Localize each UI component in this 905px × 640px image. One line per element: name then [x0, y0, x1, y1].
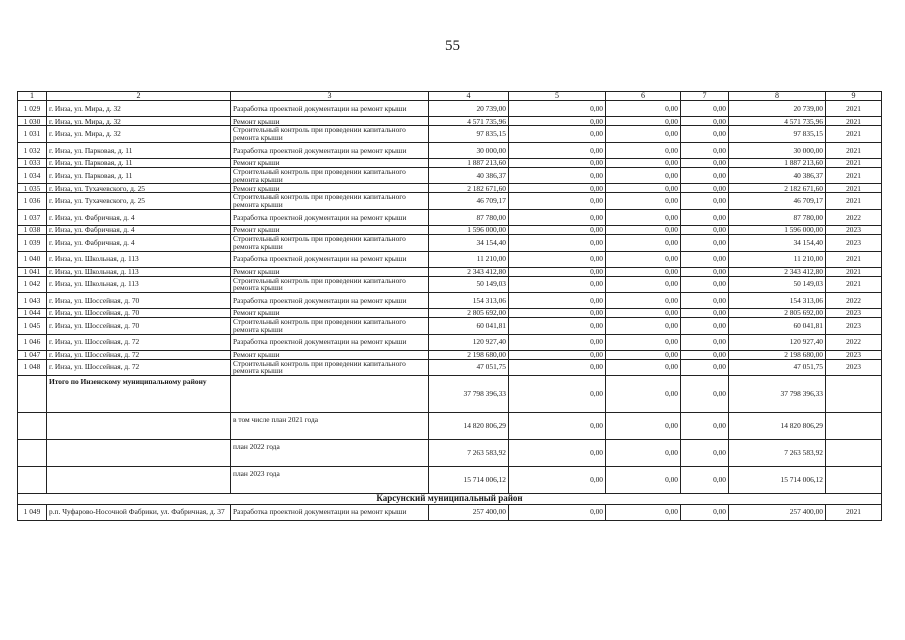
total-cost: 154 313,06	[429, 293, 509, 309]
plan-year: 2021	[826, 117, 882, 126]
total-cost: 34 154,40	[429, 234, 509, 251]
row-number: 1 042	[18, 276, 47, 293]
work-type: Ремонт крыши	[231, 117, 429, 126]
fund-cost: 0,00	[509, 318, 606, 335]
budget-cost: 0,00	[606, 467, 681, 494]
address: г. Инза, ул. Фабричная, д. 4	[47, 209, 231, 225]
column-header: 2	[47, 92, 231, 101]
row-number: 1 048	[18, 359, 47, 376]
owners-cost: 47 051,75	[729, 359, 826, 376]
owners-cost: 40 386,37	[729, 167, 826, 184]
fund-cost: 0,00	[509, 276, 606, 293]
table-row	[18, 251, 882, 267]
page-number: 55	[445, 38, 460, 54]
other-cost: 0,00	[681, 225, 729, 234]
work-type: Строительный контроль при проведении капитального ремонта крыши	[231, 234, 429, 251]
table-row	[18, 209, 882, 225]
budget-cost: 0,00	[606, 117, 681, 126]
owners-cost: 37 798 396,33	[729, 376, 826, 413]
total-cost: 15 714 006,12	[429, 467, 509, 494]
work-type: Строительный контроль при проведении капитального ремонта крыши	[231, 318, 429, 335]
empty-cell	[18, 413, 47, 440]
other-cost: 0,00	[681, 350, 729, 359]
table-row	[18, 318, 882, 335]
fund-cost: 0,00	[509, 184, 606, 193]
plan-year: 2021	[826, 167, 882, 184]
empty-cell	[826, 467, 882, 494]
work-type: Строительный контроль при проведении капитального ремонта крыши	[231, 193, 429, 210]
fund-cost: 0,00	[509, 209, 606, 225]
total-cost: 2 182 671,60	[429, 184, 509, 193]
table-row	[18, 193, 882, 210]
owners-cost: 4 571 735,96	[729, 117, 826, 126]
fund-cost: 0,00	[509, 101, 606, 117]
other-cost: 0,00	[681, 142, 729, 158]
fund-cost: 0,00	[509, 467, 606, 494]
total-cost: 46 709,17	[429, 193, 509, 210]
address: г. Инза, ул. Школьная, д. 113	[47, 276, 231, 293]
fund-cost: 0,00	[509, 251, 606, 267]
total-cost: 87 780,00	[429, 209, 509, 225]
plan-year: 2021	[826, 504, 882, 520]
budget-cost: 0,00	[606, 142, 681, 158]
fund-cost: 0,00	[509, 142, 606, 158]
other-cost: 0,00	[681, 101, 729, 117]
budget-cost: 0,00	[606, 350, 681, 359]
table-row	[18, 234, 882, 251]
other-cost: 0,00	[681, 440, 729, 467]
fund-cost: 0,00	[509, 376, 606, 413]
column-header: 4	[429, 92, 509, 101]
other-cost: 0,00	[681, 158, 729, 167]
total-label: Итого по Инзенскому муниципальному району	[47, 376, 231, 413]
budget-cost: 0,00	[606, 293, 681, 309]
table-row	[18, 350, 882, 359]
total-cost: 120 927,40	[429, 334, 509, 350]
empty-cell	[18, 376, 47, 413]
fund-cost: 0,00	[509, 158, 606, 167]
plan-year: 2021	[826, 251, 882, 267]
work-type: Разработка проектной документации на ремонт крыши	[231, 504, 429, 520]
work-type: Разработка проектной документации на ремонт крыши	[231, 293, 429, 309]
budget-cost: 0,00	[606, 209, 681, 225]
plan-year: 2021	[826, 142, 882, 158]
row-number: 1 034	[18, 167, 47, 184]
other-cost: 0,00	[681, 467, 729, 494]
owners-cost: 2 182 671,60	[729, 184, 826, 193]
empty-cell	[18, 440, 47, 467]
repair-register-table	[17, 91, 882, 521]
total-cost: 97 835,15	[429, 126, 509, 143]
plan-year: 2021	[826, 184, 882, 193]
row-number: 1 036	[18, 193, 47, 210]
total-cost: 2 343 412,80	[429, 267, 509, 276]
table-row	[18, 167, 882, 184]
address: р.п. Чуфарово-Носочной Фабрики, ул. Фабричная, д. 37	[47, 504, 231, 520]
row-number: 1 041	[18, 267, 47, 276]
plan-year: 2021	[826, 158, 882, 167]
section-header-row	[18, 494, 882, 504]
owners-cost: 30 000,00	[729, 142, 826, 158]
budget-cost: 0,00	[606, 359, 681, 376]
address: г. Инза, ул. Тухачевского, д. 25	[47, 184, 231, 193]
fund-cost: 0,00	[509, 293, 606, 309]
table-row	[18, 117, 882, 126]
total-cost: 7 263 583,92	[429, 440, 509, 467]
fund-cost: 0,00	[509, 167, 606, 184]
total-cost: 30 000,00	[429, 142, 509, 158]
row-number: 1 049	[18, 504, 47, 520]
fund-cost: 0,00	[509, 267, 606, 276]
budget-cost: 0,00	[606, 193, 681, 210]
address: г. Инза, ул. Фабричная, д. 4	[47, 234, 231, 251]
address: г. Инза, ул. Парковая, д. 11	[47, 158, 231, 167]
row-number: 1 030	[18, 117, 47, 126]
budget-cost: 0,00	[606, 251, 681, 267]
empty-cell	[826, 413, 882, 440]
total-cost: 20 739,00	[429, 101, 509, 117]
budget-cost: 0,00	[606, 167, 681, 184]
address: г. Инза, ул. Школьная, д. 113	[47, 267, 231, 276]
plan-year: 2022	[826, 293, 882, 309]
plan-year: 2021	[826, 126, 882, 143]
table-row	[18, 504, 882, 520]
owners-cost: 2 343 412,80	[729, 267, 826, 276]
budget-cost: 0,00	[606, 126, 681, 143]
address: г. Инза, ул. Мира, д. 32	[47, 126, 231, 143]
subtotal-row	[18, 440, 882, 467]
owners-cost: 15 714 006,12	[729, 467, 826, 494]
empty-cell	[47, 413, 231, 440]
table-row	[18, 225, 882, 234]
row-number: 1 038	[18, 225, 47, 234]
fund-cost: 0,00	[509, 359, 606, 376]
plan-year: 2023	[826, 234, 882, 251]
table-row	[18, 334, 882, 350]
work-type: Ремонт крыши	[231, 158, 429, 167]
total-cost: 257 400,00	[429, 504, 509, 520]
table-row	[18, 267, 882, 276]
other-cost: 0,00	[681, 267, 729, 276]
row-number: 1 032	[18, 142, 47, 158]
table-row	[18, 359, 882, 376]
work-type: Ремонт крыши	[231, 267, 429, 276]
total-cost: 40 386,37	[429, 167, 509, 184]
plan-year: 2021	[826, 193, 882, 210]
fund-cost: 0,00	[509, 334, 606, 350]
other-cost: 0,00	[681, 413, 729, 440]
subtotal-label: в том числе план 2021 года	[231, 413, 429, 440]
table-row	[18, 158, 882, 167]
total-cost: 11 210,00	[429, 251, 509, 267]
total-cost: 60 041,81	[429, 318, 509, 335]
subtotal-row	[18, 467, 882, 494]
budget-cost: 0,00	[606, 413, 681, 440]
budget-cost: 0,00	[606, 318, 681, 335]
work-type: Разработка проектной документации на ремонт крыши	[231, 101, 429, 117]
plan-year: 2021	[826, 276, 882, 293]
budget-cost: 0,00	[606, 504, 681, 520]
address: г. Инза, ул. Тухачевского, д. 25	[47, 193, 231, 210]
plan-year: 2023	[826, 318, 882, 335]
other-cost: 0,00	[681, 276, 729, 293]
total-cost: 50 149,03	[429, 276, 509, 293]
row-number: 1 046	[18, 334, 47, 350]
table-row	[18, 126, 882, 143]
owners-cost: 20 739,00	[729, 101, 826, 117]
total-cost: 37 798 396,33	[429, 376, 509, 413]
other-cost: 0,00	[681, 251, 729, 267]
address: г. Инза, ул. Шоссейная, д. 72	[47, 359, 231, 376]
row-number: 1 040	[18, 251, 47, 267]
budget-cost: 0,00	[606, 267, 681, 276]
budget-cost: 0,00	[606, 234, 681, 251]
fund-cost: 0,00	[509, 440, 606, 467]
row-number: 1 043	[18, 293, 47, 309]
table-row	[18, 184, 882, 193]
column-header: 9	[826, 92, 882, 101]
other-cost: 0,00	[681, 117, 729, 126]
work-type: Строительный контроль при проведении капитального ремонта крыши	[231, 276, 429, 293]
owners-cost: 154 313,06	[729, 293, 826, 309]
other-cost: 0,00	[681, 293, 729, 309]
address: г. Инза, ул. Шоссейная, д. 70	[47, 293, 231, 309]
other-cost: 0,00	[681, 234, 729, 251]
fund-cost: 0,00	[509, 193, 606, 210]
owners-cost: 2 198 680,00	[729, 350, 826, 359]
address: г. Инза, ул. Мира, д. 32	[47, 101, 231, 117]
work-type: Ремонт крыши	[231, 225, 429, 234]
work-type: Разработка проектной документации на ремонт крыши	[231, 209, 429, 225]
fund-cost: 0,00	[509, 413, 606, 440]
budget-cost: 0,00	[606, 158, 681, 167]
other-cost: 0,00	[681, 318, 729, 335]
plan-year: 2021	[826, 101, 882, 117]
table-row	[18, 309, 882, 318]
budget-cost: 0,00	[606, 309, 681, 318]
total-cost: 47 051,75	[429, 359, 509, 376]
work-type: Ремонт крыши	[231, 309, 429, 318]
table-row	[18, 276, 882, 293]
total-cost: 2 805 692,00	[429, 309, 509, 318]
owners-cost: 46 709,17	[729, 193, 826, 210]
table-row	[18, 101, 882, 117]
other-cost: 0,00	[681, 209, 729, 225]
plan-year: 2022	[826, 209, 882, 225]
fund-cost: 0,00	[509, 234, 606, 251]
total-cost: 4 571 735,96	[429, 117, 509, 126]
owners-cost: 1 596 000,00	[729, 225, 826, 234]
other-cost: 0,00	[681, 334, 729, 350]
budget-cost: 0,00	[606, 184, 681, 193]
column-header: 1	[18, 92, 47, 101]
owners-cost: 1 887 213,60	[729, 158, 826, 167]
row-number: 1 033	[18, 158, 47, 167]
work-type: Разработка проектной документации на ремонт крыши	[231, 142, 429, 158]
budget-cost: 0,00	[606, 225, 681, 234]
other-cost: 0,00	[681, 359, 729, 376]
row-number: 1 031	[18, 126, 47, 143]
row-number: 1 035	[18, 184, 47, 193]
address: г. Инза, ул. Школьная, д. 113	[47, 251, 231, 267]
plan-year: 2022	[826, 334, 882, 350]
row-number: 1 037	[18, 209, 47, 225]
address: г. Инза, ул. Шоссейная, д. 72	[47, 334, 231, 350]
fund-cost: 0,00	[509, 126, 606, 143]
fund-cost: 0,00	[509, 225, 606, 234]
empty-cell	[47, 467, 231, 494]
owners-cost: 257 400,00	[729, 504, 826, 520]
address: г. Инза, ул. Мира, д. 32	[47, 117, 231, 126]
row-number: 1 039	[18, 234, 47, 251]
subtotal-label: план 2022 года	[231, 440, 429, 467]
budget-cost: 0,00	[606, 276, 681, 293]
row-number: 1 045	[18, 318, 47, 335]
owners-cost: 14 820 806,29	[729, 413, 826, 440]
total-cost: 14 820 806,29	[429, 413, 509, 440]
other-cost: 0,00	[681, 376, 729, 413]
table-row	[18, 142, 882, 158]
budget-cost: 0,00	[606, 334, 681, 350]
owners-cost: 97 835,15	[729, 126, 826, 143]
budget-cost: 0,00	[606, 440, 681, 467]
other-cost: 0,00	[681, 126, 729, 143]
column-number-header-row	[18, 92, 882, 101]
work-type: Разработка проектной документации на ремонт крыши	[231, 334, 429, 350]
other-cost: 0,00	[681, 193, 729, 210]
address: г. Инза, ул. Шоссейная, д. 70	[47, 309, 231, 318]
other-cost: 0,00	[681, 309, 729, 318]
address: г. Инза, ул. Фабричная, д. 4	[47, 225, 231, 234]
address: г. Инза, ул. Шоссейная, д. 70	[47, 318, 231, 335]
work-type: Ремонт крыши	[231, 184, 429, 193]
total-cost: 1 596 000,00	[429, 225, 509, 234]
column-header: 6	[606, 92, 681, 101]
column-header: 7	[681, 92, 729, 101]
owners-cost: 7 263 583,92	[729, 440, 826, 467]
section-title: Карсунский муниципальный район	[18, 494, 882, 504]
fund-cost: 0,00	[509, 504, 606, 520]
total-row	[18, 376, 882, 413]
empty-cell	[18, 467, 47, 494]
other-cost: 0,00	[681, 167, 729, 184]
plan-year: 2023	[826, 350, 882, 359]
work-type: Строительный контроль при проведении капитального ремонта крыши	[231, 359, 429, 376]
empty-cell	[826, 440, 882, 467]
plan-year: 2023	[826, 359, 882, 376]
subtotal-label: план 2023 года	[231, 467, 429, 494]
owners-cost: 11 210,00	[729, 251, 826, 267]
budget-cost: 0,00	[606, 376, 681, 413]
work-type: Разработка проектной документации на ремонт крыши	[231, 251, 429, 267]
work-type: Строительный контроль при проведении капитального ремонта крыши	[231, 126, 429, 143]
plan-year: 2021	[826, 267, 882, 276]
owners-cost: 120 927,40	[729, 334, 826, 350]
budget-cost: 0,00	[606, 101, 681, 117]
address: г. Инза, ул. Парковая, д. 11	[47, 167, 231, 184]
address: г. Инза, ул. Шоссейная, д. 72	[47, 350, 231, 359]
empty-cell	[826, 376, 882, 413]
column-header: 3	[231, 92, 429, 101]
row-number: 1 029	[18, 101, 47, 117]
empty-cell	[231, 376, 429, 413]
column-header: 5	[509, 92, 606, 101]
work-type: Строительный контроль при проведении капитального ремонта крыши	[231, 167, 429, 184]
row-number: 1 047	[18, 350, 47, 359]
owners-cost: 60 041,81	[729, 318, 826, 335]
subtotal-row	[18, 413, 882, 440]
total-cost: 2 198 680,00	[429, 350, 509, 359]
table-row	[18, 293, 882, 309]
owners-cost: 34 154,40	[729, 234, 826, 251]
owners-cost: 87 780,00	[729, 209, 826, 225]
empty-cell	[47, 440, 231, 467]
owners-cost: 50 149,03	[729, 276, 826, 293]
row-number: 1 044	[18, 309, 47, 318]
fund-cost: 0,00	[509, 117, 606, 126]
plan-year: 2023	[826, 309, 882, 318]
total-cost: 1 887 213,60	[429, 158, 509, 167]
plan-year: 2023	[826, 225, 882, 234]
address: г. Инза, ул. Парковая, д. 11	[47, 142, 231, 158]
fund-cost: 0,00	[509, 350, 606, 359]
fund-cost: 0,00	[509, 309, 606, 318]
column-header: 8	[729, 92, 826, 101]
owners-cost: 2 805 692,00	[729, 309, 826, 318]
work-type: Ремонт крыши	[231, 350, 429, 359]
other-cost: 0,00	[681, 184, 729, 193]
other-cost: 0,00	[681, 504, 729, 520]
